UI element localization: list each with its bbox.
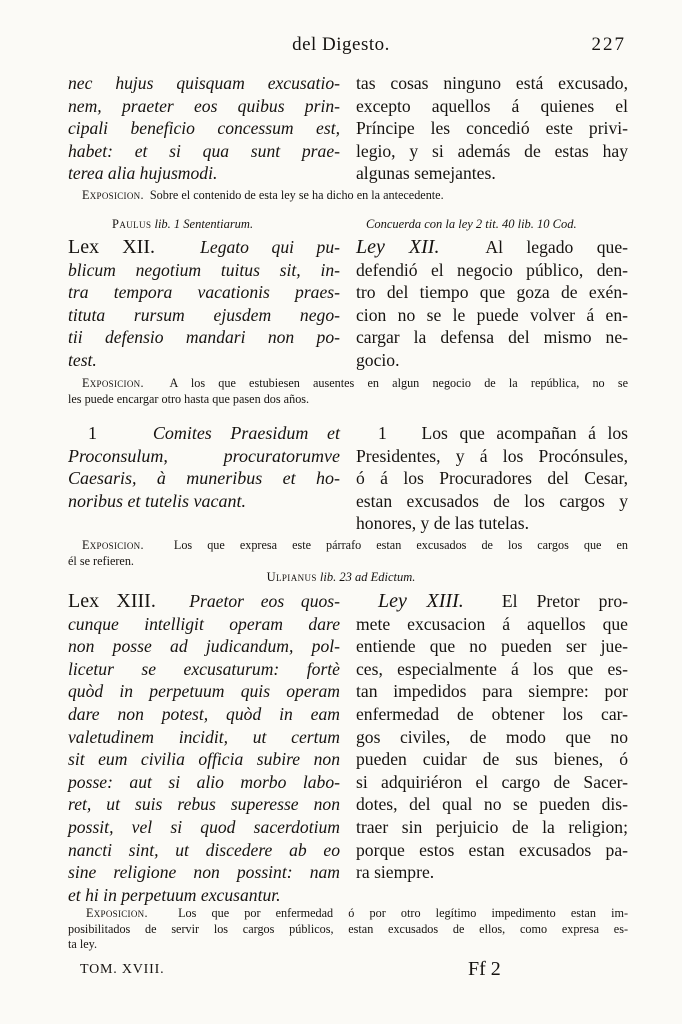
spanish-line: gocio. — [356, 349, 400, 370]
latin-line: ret, ut suis rebus superesse non — [68, 794, 340, 815]
latin-line: test. — [68, 349, 97, 370]
exposicion-text: posibilitados de servir los cargos públicos, estan excusados de ellos, como expresa es- — [68, 921, 628, 936]
spanish-line: porque estos estan excusados pa- — [356, 839, 628, 860]
page-footer — [80, 958, 610, 984]
latin-column — [68, 422, 340, 512]
latin-line: cipali beneficio concessum est, — [68, 118, 340, 139]
spanish-line: cargar la defensa del mismo ne- — [356, 327, 628, 348]
spanish-line: defendió el negocio público, den- — [356, 259, 628, 280]
spanish-line: enfermedad de obtener los car- — [356, 703, 628, 724]
source-work: lib. 1 Sententiarum. — [154, 217, 254, 231]
latin-line: habet: et si qua sunt prae- — [68, 140, 340, 161]
latin-line: tra tempora vacationis praes- — [68, 282, 340, 303]
block-lex-xii — [68, 236, 628, 370]
signature-mark: Ff 2 — [468, 958, 501, 980]
exposicion-note — [68, 538, 628, 569]
latin-line: nancti sint, ut discedere ab eo — [68, 839, 340, 860]
spanish-line: Los que acompañan á los — [421, 423, 628, 443]
latin-column — [68, 236, 340, 372]
spanish-line: legio, y si además de estas hay — [356, 140, 628, 161]
source-author: Ulpianus — [266, 570, 317, 584]
spanish-line: dotes, del qual no se pueden dis- — [356, 794, 628, 815]
latin-line: licetur se excusaturum: fortè — [68, 658, 340, 679]
spanish-line: mete excusacion á aquellos que — [356, 613, 628, 634]
exposicion-label: Exposicion. — [82, 188, 144, 202]
exposicion-note — [68, 376, 628, 407]
spanish-line: tro del tiempo que goza de exén- — [356, 282, 628, 303]
exposicion-label: Exposicion. — [82, 376, 144, 390]
spanish-line: excepto aquellos á quienes el — [356, 95, 628, 116]
spanish-column — [356, 422, 628, 535]
source-author: Paulus — [112, 217, 152, 231]
latin-line: Praetor eos quos- — [189, 591, 340, 611]
latin-line: terea alia hujusmodi. — [68, 163, 218, 184]
latin-line: posse: aut si alio morbo labo- — [68, 771, 340, 792]
spanish-line: traer sin perjuicio de la religion; — [356, 816, 628, 837]
concordance-text: Concuerda con la ley 2 tit. 40 lib. 10 Cod. — [366, 217, 577, 231]
exposicion-label: Exposicion. — [82, 538, 144, 552]
spanish-line: pueden cuidar de sus bienes, ó — [356, 749, 628, 770]
source-citation — [0, 570, 682, 585]
latin-line: nem, praeter eos quibus prin- — [68, 95, 340, 116]
paragraph-number: 1 — [378, 423, 387, 443]
spanish-line: Príncipe les concedió este privi- — [356, 118, 628, 139]
source-lib: lib. 23 — [319, 570, 352, 584]
spanish-line: si adquiriéron el cargo de Sacer- — [356, 771, 628, 792]
block-lex-xiii — [68, 590, 628, 904]
spanish-line: ó á los Procuradores del Cesar, — [356, 468, 628, 489]
latin-line: dare non potest, quòd in eam — [68, 703, 340, 724]
exposicion-text: él se refieren. — [68, 553, 134, 568]
spanish-line: ces, especialmente á los que es- — [356, 658, 628, 679]
spanish-line: tas cosas ninguno está excusado, — [356, 73, 628, 93]
lex-label: Lex XII. — [68, 236, 156, 258]
latin-line: et hi in perpetuum excusantur. — [68, 884, 281, 905]
source-work: ad Edictum. — [355, 570, 416, 584]
spanish-line: estan excusados de los cargos y — [356, 490, 628, 511]
latin-line: tituta rursum ejusdem nego- — [68, 304, 340, 325]
latin-line: possit, vel si quod sacerdotium — [68, 816, 340, 837]
latin-line: Proconsulum, procuratorumve — [68, 445, 340, 466]
running-title: del Digesto. — [292, 34, 390, 55]
exposicion-label: Exposicion. — [86, 906, 148, 920]
spanish-line: Presidentes, y á los Procónsules, — [356, 445, 628, 466]
latin-line: tii defensio mandari non po- — [68, 327, 340, 348]
latin-line: Legato qui pu- — [200, 237, 341, 257]
block-paragraph-1 — [68, 422, 628, 534]
exposicion-text: A los que estubiesen ausentes en algun negocio de la república, no se — [169, 376, 628, 390]
latin-line: nec hujus quisquam excusatio- — [68, 73, 340, 93]
volume-label: TOM. XVIII. — [80, 962, 165, 977]
spanish-line: Al legado que- — [485, 237, 628, 257]
concordance-citation — [366, 217, 577, 232]
spanish-line: gos civiles, de modo que no — [356, 726, 628, 747]
latin-line: non posse ad judicandum, pol- — [68, 636, 340, 657]
page-header — [0, 34, 682, 64]
latin-line: cunque intelligit operam dare — [68, 613, 340, 634]
spanish-line: entiende que no pueden ser jue- — [356, 636, 628, 657]
latin-column — [68, 590, 340, 906]
page-number: 227 — [591, 34, 626, 55]
spanish-line: El Pretor pro- — [501, 591, 628, 611]
latin-line: Comites Praesidum et — [152, 423, 340, 443]
exposicion-note — [68, 188, 628, 204]
ley-label: Ley XII. — [356, 236, 440, 258]
latin-column — [68, 72, 340, 185]
spanish-line: honores, y de las tutelas. — [356, 513, 529, 534]
spanish-line: cion no se le puede volver á en- — [356, 304, 628, 325]
latin-line: quòd in perpetuum quis operam — [68, 681, 340, 702]
latin-line: sine religione non possint: nam — [68, 862, 340, 883]
exposicion-text: ta ley. — [68, 937, 97, 951]
spanish-column — [356, 236, 628, 372]
exposicion-text: Los que expresa este párrafo estan excusados de los cargos que en — [173, 538, 628, 552]
spanish-column — [356, 72, 628, 185]
spanish-line: ra siempre. — [356, 862, 435, 883]
exposicion-text: Los que por enfermedad ó por otro legítimo impedimento estan im- — [178, 906, 628, 920]
latin-line: sit eum civilia officia subire non — [68, 749, 340, 770]
lex-label: Lex XIII. — [68, 590, 156, 612]
spanish-line: tan impedidos para siempre: por — [356, 681, 628, 702]
spanish-column — [356, 590, 628, 884]
spanish-line: algunas semejantes. — [356, 163, 496, 184]
block-continuation — [68, 72, 628, 188]
exposicion-text: Sobre el contenido de esta ley se ha dicho en la antecedente. — [149, 188, 444, 202]
latin-line: noribus et tutelis vacant. — [68, 490, 246, 511]
latin-line: valetudinem incidit, ut certum — [68, 726, 340, 747]
paragraph-number: 1 — [88, 423, 97, 443]
latin-line: Caesaris, à muneribus et ho- — [68, 468, 340, 489]
source-citation — [112, 217, 253, 232]
latin-line: blicum negotium tuitus sit, in- — [68, 259, 340, 280]
exposicion-note — [68, 906, 628, 953]
ley-label: Ley XIII. — [378, 590, 464, 612]
exposicion-text: les puede encargar otro hasta que pasen dos años. — [68, 391, 310, 406]
